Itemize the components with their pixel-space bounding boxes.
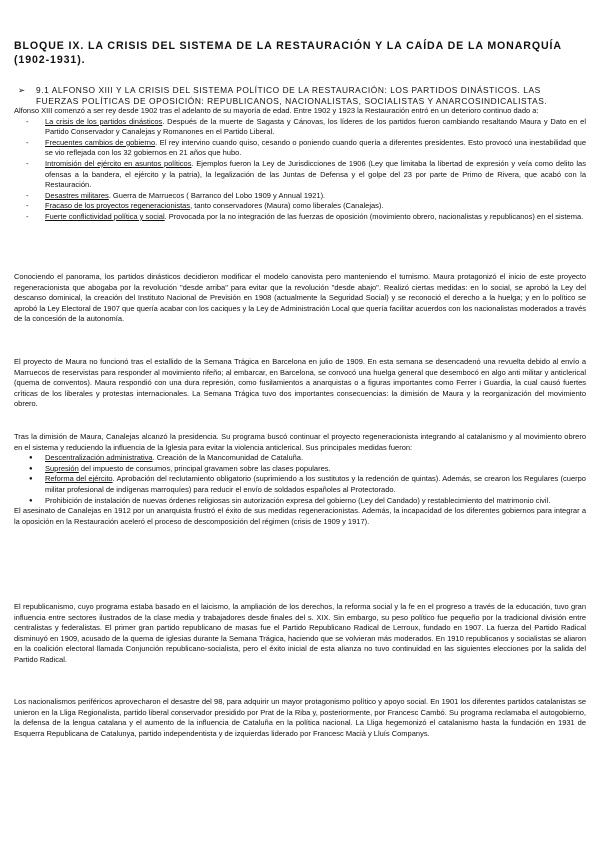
list-item-text: del impuesto de consumos, principal gravamen sobre las clases populares. [78,463,331,473]
list-item-term: La crisis de los partidos dinásticos [45,116,163,126]
dash-bullet-icon: - [26,137,29,147]
intro-block [14,106,586,223]
list-item [14,496,586,507]
canalejas-paragraph: Tras la dimisión de Maura, Canalejas alcanzó la presidencia. Su programa buscó continuar el proyecto regeneracionista integrando al catalanismo y al movimiento obrero en el sistema y reduciendo la influencia de la Iglesia para evitar la violencia anticlerical. Sus principales medidas fueron: [14,432,586,452]
list-item-term: Desastres militares [45,190,109,200]
canalejas-block [14,432,586,527]
list-item-term: Reforma del ejército [45,474,113,484]
round-bullet-icon: ● [29,465,33,472]
semana-tragica-paragraph: El proyecto de Maura no funcionó tras el estallido de la Semana Trágica en Barcelona en julio de 1909. En esta semana se desencadenó una revuelta debido al envío a Marruecos de reservistas para responder al movimiento rifeño; al embarcar, en Barcelona, se convocó una huelga general que desembocó en algo anti militar y anticlerical (quema de conventos). Maura respondió con una dura represión, como fusilamientos a anarquistas o a figuras importantes como Ferrer i Guardia, la cual causó fuertes críticas de los liberales y protestas internacionales. La Semana Trágica tuvo dos importantes consecuencias: la dimisión de Maura y la reorganización del movimiento obrero. [14,357,586,409]
measures-list [14,453,586,506]
list-item [14,453,586,464]
list-item-text: . Provocada por la no integración de las fuerzas de oposición (movimiento obrero, nacionalistas y republicanos) en el sistema. [164,211,584,221]
list-item [14,212,586,223]
dash-bullet-icon: - [26,158,29,168]
dash-bullet-icon: - [26,211,29,221]
maura-paragraph: Conociendo el panorama, los partidos dinásticos decidieron modificar el modelo canovista pero manteniendo el turnismo. Maura protagonizó el inicio de este proyecto regeneracionista que abogaba por la revolución "desde arriba" para evitar que la revolución "desde abajo". Realizó ciertas medidas: en lo social, se aprobó la Ley del descanso dominical, la creación del Instituto Nacional de Previsión en 1908 (actualmente la Seguridad Social) y se reconoció el derecho a la huelga; y en lo político se aprobó la Ley Electoral de 1907 que quería acabar con los caciques y la Ley de Administración Local que quería facilitar acuerdos con los nacionalistas moderados a través de la concesión de la autonomía. [14,272,587,324]
list-item-text: . Ejemplos fueron la Ley de Jurisdicciones de 1906 (Ley que limitaba la libertad de expresión y veía como delito las ofensas a la bandera, el ejército y la patria), la legalización de las Juntas de Defensa y el golpe del 23 por parte de Primo de Rivera, que acabó con la Restauración. [45,158,586,190]
list-item [14,201,586,212]
dash-bullet-icon: - [26,190,29,200]
list-item-text: Prohibición de instalación de nuevas órdenes religiosas sin autorización expresa del gobierno (Ley del Candado) y restablecimiento del matrimonio civil. [45,495,551,505]
list-item [14,474,586,495]
list-item [14,117,586,138]
list-item-text: . Creación de la Mancomunidad de Cataluña. [152,453,304,463]
list-item-term: Fuerte conflictividad política y social [45,211,165,221]
list-item [14,138,586,159]
list-item-text: . Aprobación del reclutamiento obligatorio (suprimiendo a los sustitutos y la redención de quintas). Además, se crearon los Regulares (cuerpo militar profesional de indígenas marroquíes) para reducir el envío de soldados españoles al Protectorado. [45,474,586,494]
list-item-text: , tanto conservadores (Maura) como liberales (Canalejas). [190,201,384,211]
list-item-text: . Después de la muerte de Sagasta y Cánovas, los líderes de los partidos fueron cambiando resaltando Maura y Dato en el Partido Conservador y Canalejas y Romanones en el Partido Liberal. [45,116,586,137]
dash-bullet-icon: - [26,116,29,126]
round-bullet-icon: ● [29,455,33,462]
nacionalismos-paragraph: Los nacionalismos periféricos aprovecharon el desastre del 98, para adquirir un mayor protagonismo político y apoyo social. En 1901 los diferentes partidos catalanistas se unieron en la Lliga Regionalista, partido liberal conservador presidido por Prat de la Riba y, posteriormente, por Francesc Cambó. Su programa reclamaba el autogobierno, la defensa de la lengua catalana y el aumento de la influencia de Cataluña en la política nacional. La Lliga hegemonizó el catalanismo hasta la fundación en 1931 de Esquerra Republicana de Catalunya, partido independentista y de izquierdas liderado por Francesc Macià y Lluís Companys. [14,697,586,738]
round-bullet-icon: ● [29,476,33,483]
list-item [14,159,586,191]
round-bullet-icon: ● [29,497,33,504]
list-item-term: Intromisión del ejército en asuntos políticos [45,158,192,168]
asesinato-paragraph: El asesinato de Canalejas en 1912 por un anarquista frustró el éxito de sus medidas regeneracionistas. Además, la incapacidad de los diferentes gobiernos para integrar a la oposición en la Restauración aceleró el proceso de descomposición del régimen (crisis de 1909 y 1917). [14,506,586,526]
republicanismo-paragraph: El republicanismo, cuyo programa estaba basado en el laicismo, la ampliación de los derechos, la reforma social y la fe en el progreso a través de la educación, tuvo gran influencia entre sectores ilustrados de la clase media y trabajadores desde finales del s. XIX. Sin embargo, su peso político fue pequeño por la tradicional división entre centralistas y federalistas. El primer gran partido republicano de masas fue el Partido Republicano Radical de Lerroux, fundado en 1907. La fuerza del Partido Radical disminuyó en 1909, acusado de la quema de iglesias durante la Semana Trágica, haciendo que se volvieran más moderados. En 1910 republicanos y socialistas se aliaron en la coalición electoral llamada Conjunción republicano-socialista, pero el éxito inicial de esta alianza no tuvo continuidad en las siguientes elecciones por la salida del Partido Radical. [14,602,586,664]
arrow-bullet-icon: ➢ [18,85,26,95]
section-title: 9.1 ALFONSO XIII Y LA CRISIS DEL SISTEMA POLÍTICO DE LA RESTAURACIÓN: LOS PARTIDOS DINÁSTICOS. LAS FUERZAS POLÍTICAS DE OPOSICIÓN: REPUBLICANOS, NACIONALISTAS, SOCIALISTAS Y ANARCOSINDICALISTAS. [36,85,548,106]
list-item [14,191,586,202]
list-item-term: Descentralización administrativa [45,453,153,463]
section-heading [14,85,586,106]
causes-list [14,117,586,223]
intro-paragraph: Alfonso XIII comenzó a ser rey desde 1902 tras el adelanto de su mayoría de edad. Entre 1902 y 1923 la Restauración entró en un deterioro continuo dado a: [14,106,539,115]
list-item-term: Frecuentes cambios de gobierno [45,137,156,147]
list-item [14,464,586,475]
list-item-term: Fracaso de los proyectos regeneracionistas [45,201,191,211]
list-item-term: Supresión [45,463,79,473]
list-item-text: . Guerra de Marruecos ( Barranco del Lobo 1909 y Annual 1921). [108,190,326,200]
dash-bullet-icon: - [26,201,29,211]
document-title: BLOQUE IX. LA CRISIS DEL SISTEMA DE LA RESTAURACIÓN Y LA CAÍDA DE LA MONARQUÍA (1902-1931). [14,40,562,66]
list-item-text: . El rey intervino cuando quiso, cesando o poniendo cuando quería a diferentes presidentes. Esto provocó una inestabilidad que se vio reflejada con los 32 gobiernos en 21 años que hubo. [45,137,586,158]
